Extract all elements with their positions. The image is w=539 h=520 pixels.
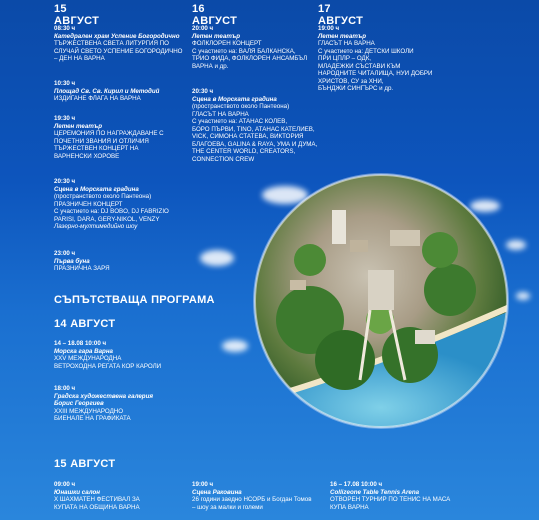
- event-line: С участието на: ДЕТСКИ ШКОЛИ: [318, 47, 414, 55]
- event-line: CONNECTION CREW: [192, 155, 255, 163]
- event-line: ВАРНЕНСКИ ХОРОВЕ: [54, 152, 120, 160]
- event-item: [54, 340, 161, 370]
- event-item: [54, 115, 164, 160]
- event-line: (пространството около Пантеона): [54, 193, 152, 200]
- event-venue: Първа буна: [54, 257, 90, 265]
- day-header: 16 АВГУСТ: [192, 3, 238, 27]
- event-line: КУПА ВАРНА: [330, 503, 369, 511]
- event-line: С участието на: АТАНАС КОЛЕВ,: [192, 118, 288, 125]
- cloud-decoration: [200, 250, 234, 266]
- event-item: [330, 481, 450, 511]
- event-item: [54, 80, 159, 103]
- event-item: [192, 481, 312, 511]
- event-line: Лазерно-мултимедийно шоу: [54, 223, 138, 230]
- event-line: ПРАЗНИЧЕН КОНЦЕРТ: [54, 200, 123, 208]
- event-line: 26 години заедно НСОРБ и Богдан Томов: [192, 496, 312, 503]
- event-item: [318, 25, 432, 93]
- event-line: ОТВОРЕН ТУРНИР ПО ТЕНИС НА МАСА: [330, 496, 451, 503]
- city-planet-illustration: [250, 170, 512, 432]
- event-time: 19:30 ч: [54, 115, 76, 122]
- event-time: 10:30 ч: [54, 80, 76, 87]
- event-time: 19:00 ч: [192, 481, 214, 488]
- event-line: ФОЛКЛОРЕН КОНЦЕРТ: [192, 40, 262, 47]
- event-line: ВАРНА и др.: [192, 62, 229, 70]
- day-header: 17 АВГУСТ: [318, 3, 364, 27]
- event-line: БЪНДЖИ СИНГЪРС и др.: [318, 85, 394, 92]
- event-time: 20:30 ч: [54, 178, 76, 185]
- event-line: ЦЕРЕМОНИЯ ПО НАГРАЖДАВАНЕ С: [54, 130, 164, 137]
- event-line: ГЛАСЪТ НА ВАРНА: [318, 40, 375, 47]
- event-venue: Collizeone Table Tennis Arena: [330, 488, 420, 496]
- event-item: [54, 481, 140, 511]
- event-time: 08:30 ч: [54, 25, 76, 32]
- day-header: 14 АВГУСТ: [54, 318, 116, 330]
- event-line: С участието на: ВАЛЯ БАЛКАНСКА,: [192, 47, 296, 55]
- event-line: XXIII МЕЖДУНАРОДНО: [54, 407, 124, 415]
- event-venue: Катедрален храм Успение Богородично: [54, 32, 180, 40]
- event-line: ВЕТРОХОДНА РЕГАТА КОР КАРОЛИ: [54, 362, 162, 370]
- event-line: ПОЧЕТНИ ЗВАНИЯ И ОТЛИЧИЯ: [54, 137, 149, 145]
- event-time: 20:30 ч: [192, 88, 214, 95]
- event-line: БИЕНАЛЕ НА ГРАФИКАТА: [54, 415, 131, 422]
- event-venue: Сцена Раковина: [192, 488, 242, 496]
- event-item: [54, 250, 110, 273]
- event-venue: Сцена в Морската градина: [192, 95, 277, 103]
- day-header: 15 АВГУСТ: [54, 458, 116, 470]
- event-line: (пространството около Пантеона): [192, 103, 290, 110]
- event-line: XXV МЕЖДУНАРОДНА: [54, 355, 122, 362]
- event-line: PARISI, DARA, GERY-NIKOL, VENZY: [54, 215, 160, 223]
- event-venue: Летен театър: [54, 122, 103, 130]
- event-item: [192, 25, 307, 70]
- event-time: 19:00 ч: [318, 25, 340, 32]
- cloud-decoration: [222, 340, 248, 352]
- event-item: [54, 385, 153, 423]
- event-line: НАРОДНИТЕ ЧИТАЛИЩА, НУИ ДОБРИ: [318, 70, 433, 77]
- event-item: [192, 88, 317, 163]
- event-time: 16 – 17.08 10:00 ч: [330, 481, 383, 488]
- event-line: ТЪРЖЕСТВЕНА СВЕТА ЛИТУРГИЯ ПО: [54, 40, 169, 47]
- event-venue: Летен театър: [192, 32, 241, 40]
- event-line: БЛАГОЕВА, GALINA & RAYA, УМА И ДУМА,: [192, 140, 318, 148]
- event-line: ИЗДИГАНЕ ФЛАГА НА ВАРНА: [54, 95, 141, 102]
- event-line: ГЛАСЪТ НА ВАРНА: [192, 110, 249, 118]
- event-time: 18:00 ч: [54, 385, 76, 392]
- event-venue: Площад Св. Св. Кирил и Методий: [54, 87, 160, 95]
- event-line: КУПАТА НА ОБЩИНА ВАРНА: [54, 503, 140, 511]
- event-line: СЛУЧАЙ СВЕТО УСПЕНИЕ БОГОРОДИЧНО: [54, 47, 183, 55]
- event-line: – шоу за малки и големи: [192, 503, 263, 511]
- city-planet-image: [250, 170, 512, 432]
- event-venue: Градска художествена галерия: [54, 392, 153, 400]
- event-line: ТРИО ФИДА, ФОЛКЛОРЕН АНСАМБЪЛ: [192, 55, 308, 62]
- event-line: THE CENTER WORLD, CREATORS,: [192, 148, 296, 155]
- event-line: С участието на: DJ BOBO, DJ FABRIZIO: [54, 208, 169, 215]
- event-venue: Летен театър: [318, 32, 367, 40]
- event-line: ТЪРЖЕСТВЕН КОНЦЕРТ НА: [54, 145, 139, 152]
- cloud-decoration: [516, 292, 530, 300]
- day-header: 15 АВГУСТ: [54, 3, 100, 27]
- event-line: X ШАХМАТЕН ФЕСТИВАЛ ЗА: [54, 496, 140, 503]
- event-venue: Юнашки салон: [54, 488, 101, 496]
- event-venue-secondary: Борис Георгиев: [54, 400, 104, 407]
- event-time: 23:00 ч: [54, 250, 76, 257]
- event-line: ПРИ ЦПЛР – ОДК,: [318, 55, 372, 62]
- event-item: [54, 178, 169, 231]
- event-line: МЛАДЕЖКИ СЪСТАВИ КЪМ: [318, 62, 401, 70]
- event-item: [54, 25, 183, 63]
- event-line: БОРО ПЪРВИ, TINO, АТАНАС КАТЕЛИЕВ,: [192, 125, 315, 133]
- event-line: ПРАЗНИЧНА ЗАРЯ: [54, 265, 110, 272]
- event-venue: Сцена в Морската градина: [54, 185, 139, 193]
- event-line: – ДЕН НА ВАРНА: [54, 55, 105, 62]
- event-time: 14 – 18.08 10:00 ч: [54, 340, 107, 347]
- event-time: 20:00 ч: [192, 25, 214, 32]
- side-program-title: СЪПЪТСТВАЩА ПРОГРАМА: [54, 294, 215, 306]
- event-time: 09:00 ч: [54, 481, 76, 488]
- event-line: VICK, СИМОНА СТАТЕВА, ВИКТОРИЯ: [192, 133, 304, 140]
- event-venue: Морска гара Варна: [54, 347, 113, 355]
- event-line: ХРИСТОВ, СУ за ХНИ,: [318, 77, 384, 85]
